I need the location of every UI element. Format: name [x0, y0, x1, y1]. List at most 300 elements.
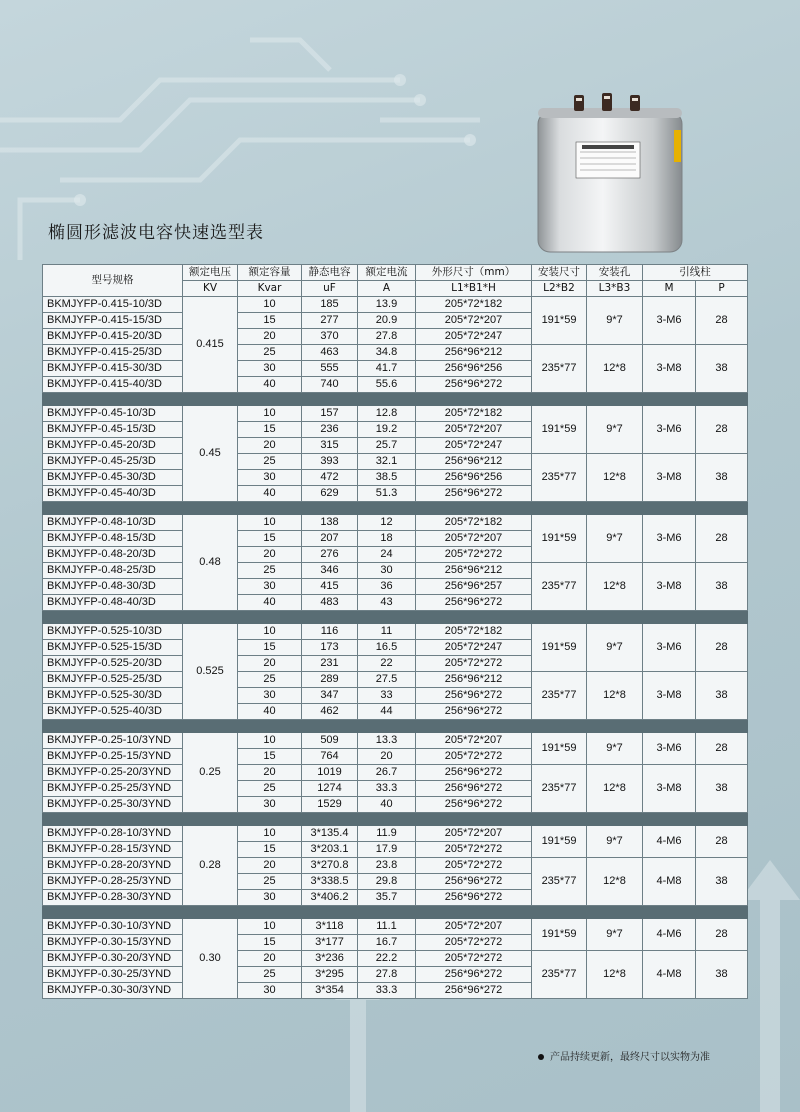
voltage-cell: 0.45: [183, 406, 238, 502]
current-cell: 13.9: [358, 297, 416, 313]
header-hole: 安装孔: [587, 265, 643, 281]
voltage-cell: 0.25: [183, 733, 238, 813]
dims-cell: 256*96*272: [416, 874, 532, 890]
capacitance-cell: 415: [302, 579, 358, 595]
current-cell: 33: [358, 688, 416, 704]
capacitor-product-image: [530, 90, 690, 255]
terminal-p-cell: 38: [696, 345, 748, 393]
current-cell: 26.7: [358, 765, 416, 781]
header-dims: 外形尺寸（mm）: [416, 265, 532, 281]
capacitance-cell: 236: [302, 422, 358, 438]
capacitance-cell: 1274: [302, 781, 358, 797]
dims-cell: 205*72*182: [416, 515, 532, 531]
capacitance-cell: 1529: [302, 797, 358, 813]
kvar-cell: 10: [238, 406, 302, 422]
current-cell: 32.1: [358, 454, 416, 470]
terminal-p-cell: 28: [696, 826, 748, 858]
group-separator: [43, 393, 748, 406]
capacitance-cell: 3*177: [302, 935, 358, 951]
model-cell: BKMJYFP-0.48-40/3D: [43, 595, 183, 611]
group-separator: [43, 720, 748, 733]
kvar-cell: 20: [238, 438, 302, 454]
capacitance-cell: 463: [302, 345, 358, 361]
footnote-text: 产品持续更新，最终尺寸以实物为准: [550, 1052, 710, 1063]
terminal-m-cell: 3-M6: [643, 624, 696, 672]
current-cell: 20.9: [358, 313, 416, 329]
table-row: [43, 345, 748, 361]
terminal-p-cell: 38: [696, 454, 748, 502]
mount-size-cell: 191*59: [532, 733, 587, 765]
kvar-cell: 15: [238, 531, 302, 547]
capacitance-cell: 3*118: [302, 919, 358, 935]
terminal-p-cell: 28: [696, 406, 748, 454]
dims-cell: 205*72*272: [416, 951, 532, 967]
capacitance-cell: 764: [302, 749, 358, 765]
dims-cell: 256*96*272: [416, 967, 532, 983]
hole-size-cell: 9*7: [587, 624, 643, 672]
capacitance-cell: 289: [302, 672, 358, 688]
model-cell: BKMJYFP-0.415-30/3D: [43, 361, 183, 377]
dims-cell: 256*96*272: [416, 765, 532, 781]
capacitance-cell: 231: [302, 656, 358, 672]
model-cell: BKMJYFP-0.45-25/3D: [43, 454, 183, 470]
model-cell: BKMJYFP-0.525-20/3D: [43, 656, 183, 672]
table-row: [43, 919, 748, 935]
terminal-m-cell: 3-M6: [643, 406, 696, 454]
capacitance-cell: 3*135.4: [302, 826, 358, 842]
terminal-m-cell: 4-M8: [643, 951, 696, 999]
terminal-p-cell: 28: [696, 919, 748, 951]
header-unit: A: [358, 281, 416, 297]
model-cell: BKMJYFP-0.415-20/3D: [43, 329, 183, 345]
current-cell: 17.9: [358, 842, 416, 858]
model-cell: BKMJYFP-0.525-30/3D: [43, 688, 183, 704]
bullet-icon: [538, 1054, 544, 1060]
terminal-p-cell: 28: [696, 297, 748, 345]
header-capacity: 额定容量: [238, 265, 302, 281]
current-cell: 29.8: [358, 874, 416, 890]
kvar-cell: 30: [238, 797, 302, 813]
dims-cell: 256*96*272: [416, 595, 532, 611]
terminal-p-cell: 28: [696, 624, 748, 672]
kvar-cell: 15: [238, 935, 302, 951]
hole-size-cell: 12*8: [587, 765, 643, 813]
terminal-p-cell: 28: [696, 515, 748, 563]
current-cell: 27.8: [358, 329, 416, 345]
capacitance-cell: 347: [302, 688, 358, 704]
dims-cell: 256*96*257: [416, 579, 532, 595]
header-unit: L2*B2: [532, 281, 587, 297]
table-row: [43, 406, 748, 422]
model-cell: BKMJYFP-0.30-25/3YND: [43, 967, 183, 983]
dims-cell: 256*96*212: [416, 563, 532, 579]
kvar-cell: 10: [238, 297, 302, 313]
header-current: 额定电流: [358, 265, 416, 281]
capacitance-cell: 173: [302, 640, 358, 656]
capacitance-cell: 3*354: [302, 983, 358, 999]
dims-cell: 205*72*272: [416, 842, 532, 858]
dims-cell: 205*72*207: [416, 313, 532, 329]
model-cell: BKMJYFP-0.415-25/3D: [43, 345, 183, 361]
dims-cell: 256*96*272: [416, 890, 532, 906]
header-unit: P: [696, 281, 748, 297]
model-cell: BKMJYFP-0.48-25/3D: [43, 563, 183, 579]
current-cell: 38.5: [358, 470, 416, 486]
dims-cell: 256*96*212: [416, 345, 532, 361]
dims-cell: 205*72*207: [416, 422, 532, 438]
terminal-m-cell: 3-M6: [643, 733, 696, 765]
dims-cell: 256*96*256: [416, 470, 532, 486]
hole-size-cell: 9*7: [587, 733, 643, 765]
current-cell: 51.3: [358, 486, 416, 502]
model-cell: BKMJYFP-0.30-15/3YND: [43, 935, 183, 951]
model-cell: BKMJYFP-0.30-20/3YND: [43, 951, 183, 967]
current-cell: 23.8: [358, 858, 416, 874]
kvar-cell: 30: [238, 688, 302, 704]
table-row: [43, 672, 748, 688]
group-separator: [43, 906, 748, 919]
current-cell: 16.7: [358, 935, 416, 951]
mount-size-cell: 235*77: [532, 454, 587, 502]
table-row: [43, 297, 748, 313]
current-cell: 22: [358, 656, 416, 672]
dims-cell: 256*96*272: [416, 377, 532, 393]
model-cell: BKMJYFP-0.415-10/3D: [43, 297, 183, 313]
current-cell: 44: [358, 704, 416, 720]
mount-size-cell: 235*77: [532, 345, 587, 393]
dims-cell: 256*96*256: [416, 361, 532, 377]
kvar-cell: 40: [238, 377, 302, 393]
header-model: 型号规格: [43, 265, 183, 297]
voltage-cell: 0.30: [183, 919, 238, 999]
model-cell: BKMJYFP-0.525-40/3D: [43, 704, 183, 720]
kvar-cell: 30: [238, 890, 302, 906]
capacitance-cell: 509: [302, 733, 358, 749]
current-cell: 13.3: [358, 733, 416, 749]
table-row: [43, 563, 748, 579]
current-cell: 43: [358, 595, 416, 611]
model-cell: BKMJYFP-0.45-10/3D: [43, 406, 183, 422]
voltage-cell: 0.28: [183, 826, 238, 906]
mount-size-cell: 235*77: [532, 672, 587, 720]
kvar-cell: 25: [238, 563, 302, 579]
group-separator: [43, 502, 748, 515]
mount-size-cell: 235*77: [532, 951, 587, 999]
kvar-cell: 40: [238, 704, 302, 720]
capacitance-cell: 462: [302, 704, 358, 720]
mount-size-cell: 235*77: [532, 765, 587, 813]
separator-band: [43, 906, 748, 919]
model-cell: BKMJYFP-0.48-15/3D: [43, 531, 183, 547]
terminal-m-cell: 3-M8: [643, 563, 696, 611]
header-unit: M: [643, 281, 696, 297]
header-unit: Kvar: [238, 281, 302, 297]
current-cell: 24: [358, 547, 416, 563]
kvar-cell: 25: [238, 454, 302, 470]
terminal-p-cell: 38: [696, 672, 748, 720]
capacitance-cell: 116: [302, 624, 358, 640]
header-mount: 安装尺寸: [532, 265, 587, 281]
dims-cell: 205*72*182: [416, 406, 532, 422]
table-row: [43, 454, 748, 470]
terminal-m-cell: 3-M8: [643, 765, 696, 813]
kvar-cell: 15: [238, 422, 302, 438]
capacitance-cell: 393: [302, 454, 358, 470]
kvar-cell: 30: [238, 470, 302, 486]
header-capacitance: 静态电容: [302, 265, 358, 281]
hole-size-cell: 9*7: [587, 919, 643, 951]
voltage-cell: 0.415: [183, 297, 238, 393]
hole-size-cell: 9*7: [587, 826, 643, 858]
table-row: [43, 858, 748, 874]
model-cell: BKMJYFP-0.525-25/3D: [43, 672, 183, 688]
model-cell: BKMJYFP-0.45-15/3D: [43, 422, 183, 438]
header-unit: L1*B1*H: [416, 281, 532, 297]
kvar-cell: 40: [238, 595, 302, 611]
capacitance-cell: 629: [302, 486, 358, 502]
current-cell: 30: [358, 563, 416, 579]
terminal-m-cell: 3-M8: [643, 345, 696, 393]
spec-table: [42, 264, 748, 999]
capacitance-cell: 3*406.2: [302, 890, 358, 906]
hole-size-cell: 9*7: [587, 515, 643, 563]
terminal-p-cell: 38: [696, 563, 748, 611]
page-title: 椭圆形滤波电容快速选型表: [48, 223, 264, 243]
capacitance-cell: 3*203.1: [302, 842, 358, 858]
kvar-cell: 25: [238, 967, 302, 983]
table-row: [43, 515, 748, 531]
capacitance-cell: 207: [302, 531, 358, 547]
kvar-cell: 25: [238, 874, 302, 890]
model-cell: BKMJYFP-0.30-10/3YND: [43, 919, 183, 935]
kvar-cell: 25: [238, 672, 302, 688]
current-cell: 12.8: [358, 406, 416, 422]
current-cell: 18: [358, 531, 416, 547]
dims-cell: 205*72*272: [416, 749, 532, 765]
current-cell: 33.3: [358, 781, 416, 797]
hole-size-cell: 12*8: [587, 454, 643, 502]
model-cell: BKMJYFP-0.25-30/3YND: [43, 797, 183, 813]
dims-cell: 205*72*272: [416, 935, 532, 951]
model-cell: BKMJYFP-0.25-15/3YND: [43, 749, 183, 765]
dims-cell: 205*72*247: [416, 438, 532, 454]
dims-cell: 205*72*207: [416, 733, 532, 749]
hole-size-cell: 12*8: [587, 951, 643, 999]
kvar-cell: 20: [238, 329, 302, 345]
current-cell: 11.1: [358, 919, 416, 935]
dims-cell: 205*72*272: [416, 547, 532, 563]
kvar-cell: 30: [238, 983, 302, 999]
header-voltage: 额定电压: [183, 265, 238, 281]
capacitance-cell: 472: [302, 470, 358, 486]
current-cell: 55.6: [358, 377, 416, 393]
separator-band: [43, 502, 748, 515]
mount-size-cell: 191*59: [532, 515, 587, 563]
model-cell: BKMJYFP-0.28-30/3YND: [43, 890, 183, 906]
model-cell: BKMJYFP-0.525-10/3D: [43, 624, 183, 640]
group-separator: [43, 611, 748, 624]
dims-cell: 205*72*247: [416, 640, 532, 656]
model-cell: BKMJYFP-0.45-30/3D: [43, 470, 183, 486]
mount-size-cell: 191*59: [532, 406, 587, 454]
dims-cell: 205*72*247: [416, 329, 532, 345]
model-cell: BKMJYFP-0.30-30/3YND: [43, 983, 183, 999]
group-separator: [43, 813, 748, 826]
current-cell: 27.5: [358, 672, 416, 688]
dims-cell: 205*72*207: [416, 826, 532, 842]
kvar-cell: 30: [238, 361, 302, 377]
capacitance-cell: 185: [302, 297, 358, 313]
separator-band: [43, 393, 748, 406]
model-cell: BKMJYFP-0.25-25/3YND: [43, 781, 183, 797]
mount-size-cell: 191*59: [532, 624, 587, 672]
current-cell: 11: [358, 624, 416, 640]
table-row: [43, 826, 748, 842]
current-cell: 20: [358, 749, 416, 765]
current-cell: 22.2: [358, 951, 416, 967]
capacitance-cell: 157: [302, 406, 358, 422]
kvar-cell: 15: [238, 640, 302, 656]
terminal-m-cell: 3-M6: [643, 515, 696, 563]
hole-size-cell: 9*7: [587, 406, 643, 454]
dims-cell: 256*96*272: [416, 704, 532, 720]
terminal-m-cell: 4-M6: [643, 826, 696, 858]
capacitance-cell: 138: [302, 515, 358, 531]
kvar-cell: 15: [238, 749, 302, 765]
model-cell: BKMJYFP-0.28-15/3YND: [43, 842, 183, 858]
kvar-cell: 10: [238, 826, 302, 842]
kvar-cell: 20: [238, 951, 302, 967]
current-cell: 41.7: [358, 361, 416, 377]
header-row: [43, 265, 748, 281]
table-row: [43, 951, 748, 967]
kvar-cell: 25: [238, 781, 302, 797]
model-cell: BKMJYFP-0.45-20/3D: [43, 438, 183, 454]
capacitance-cell: 276: [302, 547, 358, 563]
capacitance-cell: 370: [302, 329, 358, 345]
kvar-cell: 30: [238, 579, 302, 595]
kvar-cell: 20: [238, 547, 302, 563]
dims-cell: 205*72*207: [416, 531, 532, 547]
kvar-cell: 10: [238, 733, 302, 749]
terminal-m-cell: 3-M8: [643, 672, 696, 720]
model-cell: BKMJYFP-0.28-25/3YND: [43, 874, 183, 890]
dims-cell: 205*72*182: [416, 624, 532, 640]
header-unit: KV: [183, 281, 238, 297]
terminal-p-cell: 38: [696, 765, 748, 813]
hole-size-cell: 9*7: [587, 297, 643, 345]
model-cell: BKMJYFP-0.48-20/3D: [43, 547, 183, 563]
kvar-cell: 25: [238, 345, 302, 361]
hole-size-cell: 12*8: [587, 858, 643, 906]
terminal-m-cell: 3-M8: [643, 454, 696, 502]
model-cell: BKMJYFP-0.25-10/3YND: [43, 733, 183, 749]
current-cell: 36: [358, 579, 416, 595]
mount-size-cell: 235*77: [532, 563, 587, 611]
voltage-cell: 0.525: [183, 624, 238, 720]
kvar-cell: 20: [238, 858, 302, 874]
kvar-cell: 15: [238, 842, 302, 858]
model-cell: BKMJYFP-0.525-15/3D: [43, 640, 183, 656]
terminal-m-cell: 4-M6: [643, 919, 696, 951]
mount-size-cell: 235*77: [532, 858, 587, 906]
separator-band: [43, 813, 748, 826]
dims-cell: 256*96*272: [416, 781, 532, 797]
footnote: [538, 1048, 710, 1063]
model-cell: BKMJYFP-0.28-10/3YND: [43, 826, 183, 842]
dims-cell: 256*96*272: [416, 486, 532, 502]
mount-size-cell: 191*59: [532, 919, 587, 951]
dims-cell: 256*96*212: [416, 672, 532, 688]
voltage-cell: 0.48: [183, 515, 238, 611]
capacitance-cell: 3*295: [302, 967, 358, 983]
terminal-m-cell: 3-M6: [643, 297, 696, 345]
header-unit: L3*B3: [587, 281, 643, 297]
dims-cell: 256*96*272: [416, 688, 532, 704]
capacitance-cell: 315: [302, 438, 358, 454]
capacitance-cell: 483: [302, 595, 358, 611]
table-row: [43, 765, 748, 781]
capacitance-cell: 277: [302, 313, 358, 329]
current-cell: 25.7: [358, 438, 416, 454]
dims-cell: 205*72*272: [416, 858, 532, 874]
kvar-cell: 20: [238, 656, 302, 672]
model-cell: BKMJYFP-0.48-30/3D: [43, 579, 183, 595]
capacitance-cell: 1019: [302, 765, 358, 781]
dims-cell: 256*96*212: [416, 454, 532, 470]
kvar-cell: 10: [238, 624, 302, 640]
dims-cell: 256*96*272: [416, 797, 532, 813]
terminal-p-cell: 38: [696, 858, 748, 906]
current-cell: 34.8: [358, 345, 416, 361]
current-cell: 27.8: [358, 967, 416, 983]
current-cell: 40: [358, 797, 416, 813]
current-cell: 33.3: [358, 983, 416, 999]
model-cell: BKMJYFP-0.415-40/3D: [43, 377, 183, 393]
model-cell: BKMJYFP-0.48-10/3D: [43, 515, 183, 531]
dims-cell: 256*96*272: [416, 983, 532, 999]
header-unit: uF: [302, 281, 358, 297]
dims-cell: 205*72*207: [416, 919, 532, 935]
mount-size-cell: 191*59: [532, 297, 587, 345]
current-cell: 12: [358, 515, 416, 531]
model-cell: BKMJYFP-0.25-20/3YND: [43, 765, 183, 781]
mount-size-cell: 191*59: [532, 826, 587, 858]
separator-band: [43, 611, 748, 624]
current-cell: 19.2: [358, 422, 416, 438]
model-cell: BKMJYFP-0.28-20/3YND: [43, 858, 183, 874]
terminal-p-cell: 38: [696, 951, 748, 999]
terminal-p-cell: 28: [696, 733, 748, 765]
hole-size-cell: 12*8: [587, 672, 643, 720]
table-row: [43, 624, 748, 640]
model-cell: BKMJYFP-0.45-40/3D: [43, 486, 183, 502]
capacitance-cell: 3*338.5: [302, 874, 358, 890]
capacitance-cell: 740: [302, 377, 358, 393]
dims-cell: 205*72*182: [416, 297, 532, 313]
header-terminal: 引线柱: [643, 265, 748, 281]
table-row: [43, 733, 748, 749]
current-cell: 11.9: [358, 826, 416, 842]
separator-band: [43, 720, 748, 733]
kvar-cell: 10: [238, 919, 302, 935]
current-cell: 16.5: [358, 640, 416, 656]
kvar-cell: 10: [238, 515, 302, 531]
hole-size-cell: 12*8: [587, 345, 643, 393]
hole-size-cell: 12*8: [587, 563, 643, 611]
kvar-cell: 15: [238, 313, 302, 329]
current-cell: 35.7: [358, 890, 416, 906]
